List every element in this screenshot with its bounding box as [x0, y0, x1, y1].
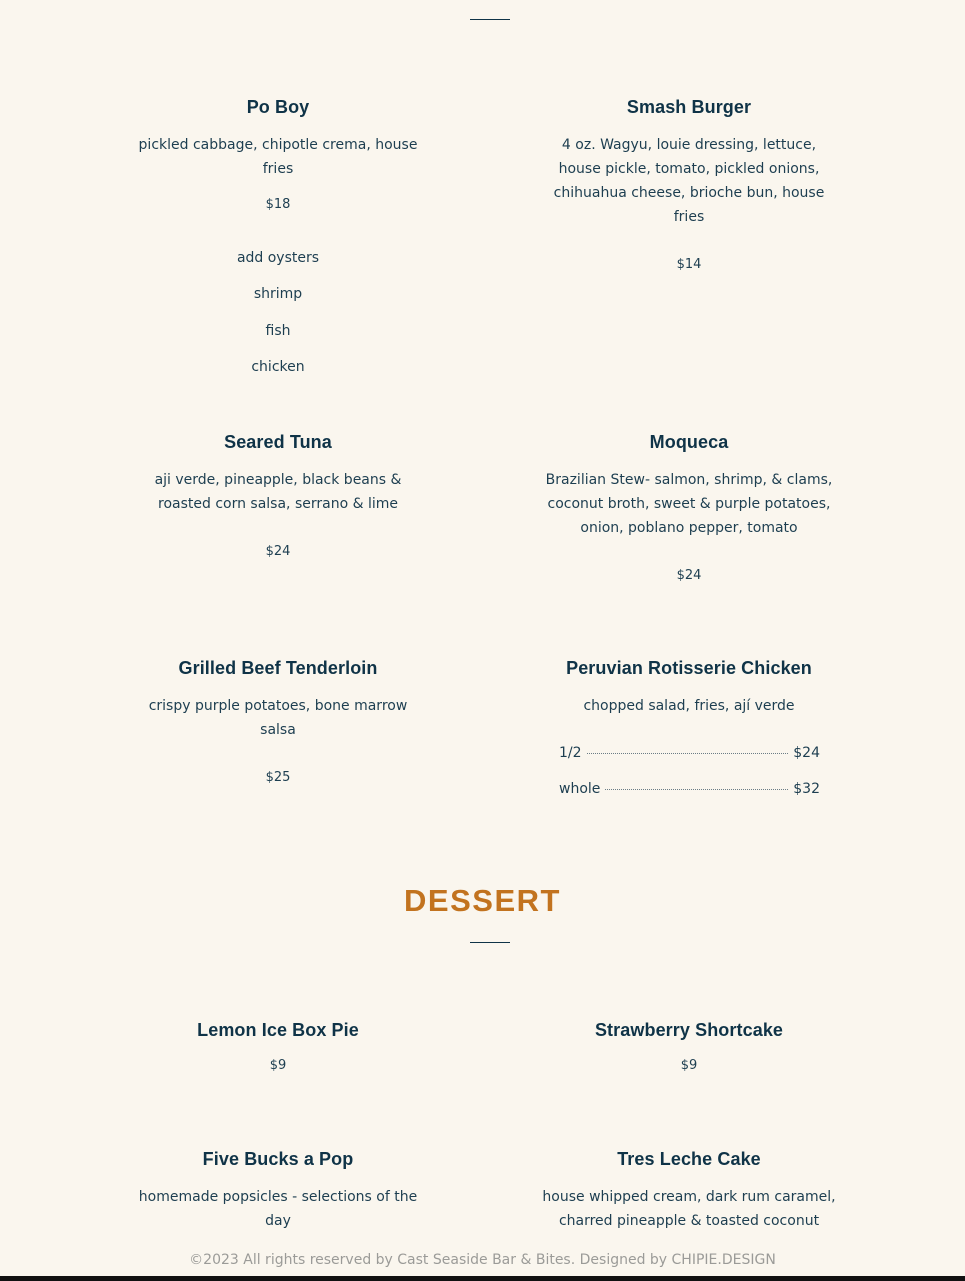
item-price: $24 [676, 568, 702, 583]
option-price: $24 [793, 745, 820, 761]
menu-item-smash-burger [540, 95, 838, 275]
item-price: $9 [680, 1058, 698, 1073]
item-price: $25 [265, 770, 291, 785]
option-price: $32 [793, 781, 820, 797]
section-divider-top [470, 19, 510, 20]
menu-item-beef-tenderloin [138, 656, 418, 788]
price-option-half [559, 745, 820, 761]
menu-item-po-boy [128, 95, 428, 215]
dot-leader [605, 789, 788, 790]
item-description: Brazilian Stew- salmon, shrimp, & clams, coconut broth, sweet & purple potatoes, onion, poblano pepper, tomato [545, 472, 833, 536]
section-divider-dessert [470, 942, 510, 943]
menu-item-rotisserie-chicken [534, 656, 844, 718]
menu-item-lemon-pie [128, 1018, 428, 1076]
item-name: Moqueca [649, 432, 729, 452]
item-description: house whipped cream, dark rum caramel, charred pineapple & toasted coconut [542, 1189, 836, 1229]
item-price: $9 [269, 1058, 287, 1073]
option-label: whole [559, 781, 601, 797]
item-price: $14 [676, 257, 702, 272]
menu-item-seared-tuna [138, 430, 418, 562]
item-name: Grilled Beef Tenderloin [178, 658, 378, 678]
addon-chicken: chicken [251, 359, 305, 375]
option-label: 1/2 [559, 745, 582, 761]
addon-shrimp: shrimp [253, 286, 303, 302]
item-name: Strawberry Shortcake [594, 1020, 784, 1040]
item-name: Tres Leche Cake [617, 1149, 761, 1169]
item-price: $24 [265, 544, 291, 559]
menu-item-shortcake [540, 1018, 838, 1076]
item-description: aji verde, pineapple, black beans & roasted corn salsa, serrano & lime [154, 472, 402, 512]
item-name: Smash Burger [626, 97, 752, 117]
item-name: Five Bucks a Pop [202, 1149, 354, 1169]
addon-oysters: add oysters [236, 250, 320, 266]
item-name: Seared Tuna [224, 432, 332, 452]
menu-item-tres-leche [534, 1147, 844, 1233]
addon-fish: fish [265, 323, 291, 339]
menu-item-popsicle [128, 1147, 428, 1233]
item-description: chopped salad, fries, ají verde [583, 698, 795, 714]
dot-leader [587, 753, 789, 754]
item-name: Po Boy [246, 97, 310, 117]
item-description: pickled cabbage, chipotle crema, house fries [138, 137, 418, 177]
price-option-whole [559, 781, 820, 797]
section-title-dessert: DESSERT [404, 883, 561, 918]
item-description: 4 oz. Wagyu, louie dressing, lettuce, house pickle, tomato, pickled onions, chihuahua cheese, brioche bun, house fries [553, 137, 825, 225]
item-description: homemade popsicles - selections of the day [138, 1189, 418, 1229]
item-name: Peruvian Rotisserie Chicken [566, 658, 812, 678]
item-name: Lemon Ice Box Pie [197, 1020, 359, 1040]
menu-item-moqueca [534, 430, 844, 586]
bottom-bar [0, 1276, 965, 1281]
item-description: crispy purple potatoes, bone marrow salsa [148, 698, 408, 738]
footer-copyright: ©2023 All rights reserved by Cast Seaside Bar & Bites. Designed by CHIPIE.DESIGN [189, 1252, 776, 1268]
item-price: $18 [265, 197, 291, 212]
